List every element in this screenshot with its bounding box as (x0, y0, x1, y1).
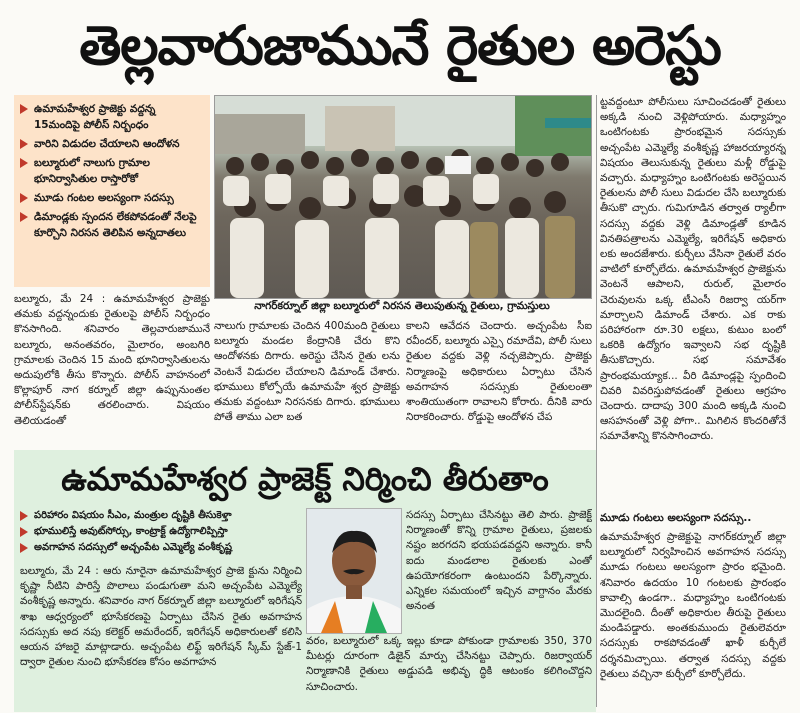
bullet-arrow-icon (20, 193, 28, 203)
story2-bullets (20, 508, 302, 556)
story1-column-4: ట్టవద్దంటూ పోలీసులు సూచించడంతో రైతులు అక్కడి నుంచి వెళ్లిపోయారు. మధ్యాహ్నం ఒంటిగంటకు ప్రారంభమైన సదస్సుకు అచ్చంపేట ఎమ్మెల్యే వంశీకృష్ణ హాజరయ్యారన్న విషయం తెలుసుకున్న రైతులు మళ్లీ రోడ్డుపై వచ్చారు. మధ్యాహ్నం ఒంటిగంటకు అరెస్టయిన రైతులను పోలీ సులు విడుదల చేసి బల్మూరుకు తీసుకొ చ్చారు. గుమిగూడిన తర్వాత ర్యాలీగా సదస్సు వద్దకు వెళ్లి డిమాండ్లతో కూడిన వినతిపత్రాలను ఎమ్మెల్యే, ఇరిగేషన్ అధికారు లకు అందజేశారు. కుర్చీలు వేసినా రైతులే వరం వాటిలో కూర్చోలేదు. ఉమామహేశ్వర ప్రాజెక్టును వెంటనే ఆపాలని, రురుల్, మైలారం చెరువులను ఒక్క టీఎంసీ రిజర్వా యర్‌గా మార్చాలని డిమాండ్ చేశారు. ఎక రాకు పరిహారంగా రూ.30 లక్షలు, కుటుం బంలో ఒకరికి ఉద్యోగం ఇవ్వాలని సభ దృష్టికి తీసుకొచ్చారు. సభ సమావేశం ప్రారంభమయ్యాక... వీరి డిమాండ్లపై స్పందించి చివరి వివరిస్తుపోవడంతో రైతులు ఆగ్రహం చెందారు. దాదాపు 300 మంది అక్కడి నుంచి ఆసహనంతో వెళ్లి పోగా.. మిగిలిన కొందరితోనే సమావేశాన్ని కొనసాగించారు. (600, 96, 786, 443)
highlight-item: డిమాండ్లకు స్పందన లేకపోవడంతో నేలపై కూర్చొని నిరసన తెలిపిన అన్నదాతలు (20, 209, 204, 241)
person-portrait-icon (307, 509, 401, 633)
highlight-item: ఉమామహేశ్వర ప్రాజెక్టు వద్దన్న 15మందిపై పోలీస్ నిర్బంధం (20, 101, 204, 133)
story1-column-2: నాలుగు గ్రామాలకు చెందిన 400మంది రైతులు బల్మూరు మండల కేంద్రానికి చేరు కొని ఆందోళనకు దిగారు. అరెస్టు చేసిన రైతు లను వెంటనే విడుదల చేయాలని డిమాండ్ చేశారు. భూములు కోల్పోయే ఉమామహే శ్వర ప్రాజెక్టు తమకు వద్దంటూ నిరసనకు దిగారు. భూములు పోతే తాము ఎలా బత (214, 320, 400, 424)
story2-title: ఉమామహేశ్వర ప్రాజెక్ట్ నిర్మించి తీరుతాం (61, 460, 549, 498)
story2-column-2b: వరం, బల్మూరులో ఒక్క ఇల్లు కూడా పోకుండా గ్రామాలకు 350, 370 మీటర్లు దూరంగా డిజైన్ మార్పు చేసినట్టు చెప్పారు. రిజర్వాయర్ నిర్మాణానికి రైతులు అడ్డుపడి అభివృ ద్ధికి ఆటంకం కలిగించొద్దని సూచించారు. (306, 635, 592, 693)
highlight-item: వారిని విడుదల చేయాలని ఆందోళన (20, 136, 204, 152)
story2-column-1: బల్మూరు, మే 24 : ఆరు నూరైనా ఉమామహేశ్వర ప్రాజె క్టును నిర్మించి కృష్ణా నీటిని పారిస్తే పొలాలు పండుగుతా మని అచ్చంపేట ఎమ్మెల్యే వంశీకృష్ణ అన్నారు. శనివారం నాగ ర్‌కర్నూల్ జిల్లా బల్మూరులో ఇరిగేషన్ శాఖ ఆధ్వర్యంలో భూసేకరణపై ఏర్పాటు చేసిన రైతు అవగాహన సదస్సుకు అద నపు కలెక్టర్ అమరేందర్, ఇరిగేషన్ అధికారులతో కలిసి ఆయన హాజరై మాట్లాడారు. అచ్చంపేట లిఫ్ట్ ఇరిగేషన్ స్కీమ్ స్టేజ్-1 ద్వారా రైతుల నుంచి భూసేకరణ కోసం అవగాహన (20, 565, 302, 669)
highlight-item: మూడు గంటల అలస్యంగా సదస్సు (20, 190, 204, 206)
story2-bullet-item: అవగాహన సదస్సులో అచ్చంపేట ఎమ్మెల్యే వంశీకృష్ణ (20, 540, 302, 556)
highlights-box (14, 95, 210, 287)
protest-photo (214, 95, 592, 299)
crowd-illustration (215, 96, 591, 298)
bullet-arrow-icon (20, 104, 28, 114)
story2-bullet-item: పరిహారం విషయం సీఎం, మంత్రుల దృష్టికి తీసుకెళ్తా (20, 508, 302, 524)
page-headline: తెల్లవారుజామునే రైతుల అరెస్టు (79, 14, 721, 77)
story1-column-3: కాలని ఆవేదన చెందారు. అచ్చంపేట సీఐ రవీందర్, బల్మూరు ఎస్సై రమాదేవి, పోలీ సులు రైతుల వద్దకు వెళ్లి నచ్చజెప్పారు. ప్రాజెక్టు నిర్మాణంపై అధికారులు ఏర్పాటు చేసిన అవగాహన సదస్సుకు రైతులంతా శాంతియుతంగా రావాలని కోరారు. దీనికి వారు నిరాకరించారు. రోడ్డుపై ఆందోళన చేప (406, 320, 592, 424)
story2-column-2a: సదస్సు ఏర్పాటు చేసినట్టు తెలి పారు. ప్రాజెక్ట్ నిర్మాణంతో కొన్ని గ్రామాల రైతులు, ప్రజలకు నష్టం జరగదని భయపడవద్దని అన్నారు. కానీ ఐదు మండలాల రైతులకు ఎంతో ఉపయోగకరంగా ఉంటుందని పేర్కొన్నారు. ఎన్నికల సమయంలో ఇచ్చిన వాగ్దానం మేరకు అనంత (406, 509, 592, 613)
photo-caption: నాగర్‌కర్నూల్ జిల్లా బల్మూరులో నిరసన తెలుపుతున్న రైతులు, గ్రామస్తులు (254, 300, 550, 312)
bullet-arrow-icon (20, 212, 28, 222)
bullet-arrow-icon (20, 158, 28, 168)
story2-column-3: ఉమామహేశ్వర ప్రాజెక్టుపై నాగర్‌కర్నూల్ జిల్లా బల్మూరులో నిర్వహించిన అవగాహన సదస్సు మూడు గంటలు అలస్యంగా ప్రారం భమైంది. శనివారం ఉదయం 10 గంటలకు ప్రారంభం కావాల్సి ఉండగా.. మధ్యాహ్నం ఒంటిగంటకు మొదలైంది. దీంతో అధికారుల తీరుపై రైతులు మండిపడ్డారు. అంతకుముందు రైతులెవరూ సదస్సుకు రాకపోవడంతో ఖాళీ కుర్చీలే దర్శనమిచ్చాయి. తర్వాత సదస్సు వద్దకు రైతులు వచ్చినా కుర్చీలో కూర్చోలేదు. (600, 531, 786, 680)
mla-portrait (306, 508, 402, 634)
highlight-item: బల్మూరులో నాలుగు గ్రామాల భూనిర్వాసితుల రాస్తారోకో (20, 155, 204, 187)
column-divider (596, 95, 597, 707)
bullet-arrow-icon (20, 527, 28, 537)
bullet-arrow-icon (20, 139, 28, 149)
subhead-delay: మూడు గంటలు అలస్యంగా సదస్సు.. (600, 512, 752, 524)
bullet-arrow-icon (20, 511, 28, 521)
story1-column-1: బల్మూరు, మే 24 : ఉమామహేశ్వర ప్రాజెక్టు తమకు వద్దన్నందుకు రైతులపై పోలీస్ నిర్బంధం కొనసాగింది. శనివారం తెల్లవారుజామునే బల్మూరు, అనంతవరం, మైలారం, అంబగిరి గ్రామాలకు చెందిన 15 మంది భూనిర్వాసితులను అదుపులోకి తీసు కొన్నారు. పోలీస్ వాహనంలో కొల్లాపూర్ నాగ కర్నూల్ జిల్లా ఉప్పునుంతల పోలీస్‌స్టేషన్‌కు తరలించారు. విషయం తెలియడంతో (14, 293, 210, 427)
story2-bullet-item: భూములిస్తే అవుట్‌సోర్సు, కాంట్రాక్ట్ ఉద్యోగాలిప్పిస్తా (20, 524, 302, 540)
bullet-arrow-icon (20, 543, 28, 553)
